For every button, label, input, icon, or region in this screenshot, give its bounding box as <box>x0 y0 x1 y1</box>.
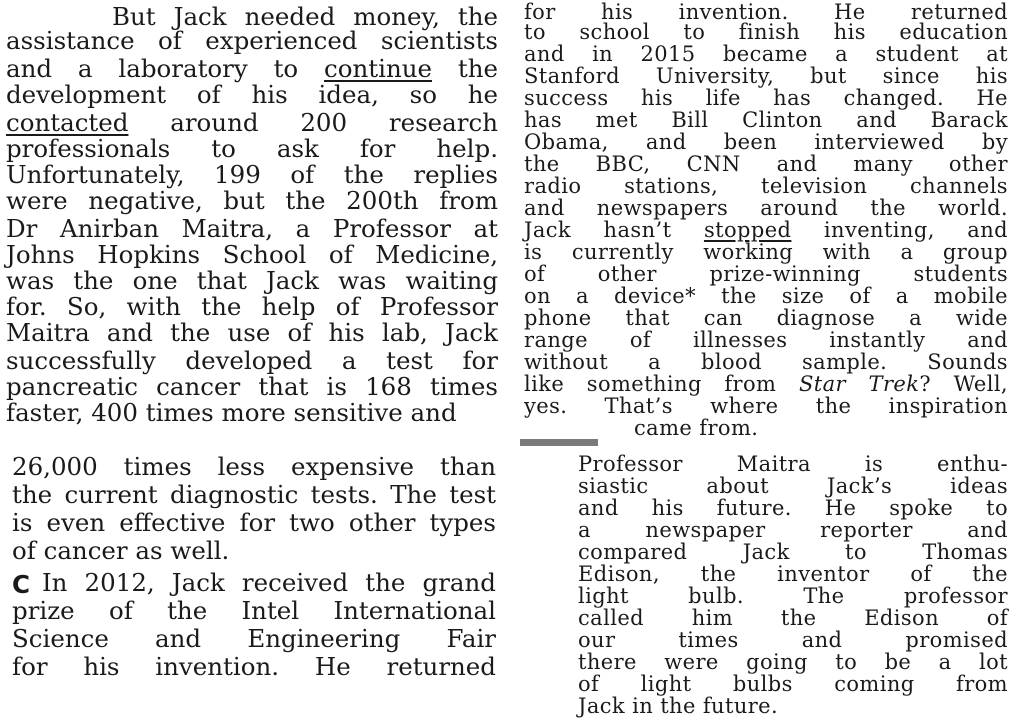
section-divider <box>520 439 598 446</box>
right-column-line: Obama, and been interviewed by <box>524 130 1008 154</box>
right-column-line: Stanford University, but since his <box>524 64 1008 88</box>
right-lower-line: a newspaper reporter and <box>578 518 1008 542</box>
right-lower-line: Edison, the inventor of the <box>578 562 1008 586</box>
right-column-line: range of illnesses instantly and <box>524 328 1008 352</box>
right-lower-line: there were going to be a lot <box>578 650 1008 674</box>
right-column-line: on a device* the size of a mobile <box>524 284 1008 308</box>
left-column-line: assistance of experienced scientists <box>6 26 498 55</box>
section-c-line: prize of the Intel International <box>12 596 496 625</box>
right-column-line: of other prize-winning students <box>524 262 1008 286</box>
left-lower-line: the current diagnostic tests. The test <box>12 480 496 509</box>
right-column-line: is currently working with a group <box>524 240 1008 264</box>
section-letter-c: C <box>12 570 30 599</box>
right-column-line: success his life has changed. He <box>524 86 1008 110</box>
left-lower-line: 26,000 times less expensive than <box>12 452 496 481</box>
right-column-line: Jack hasn’t stopped inventing, and <box>524 218 1008 242</box>
right-column-line: to school to finish his education <box>524 20 1008 44</box>
left-column-line: faster, 400 times more sensitive and <box>6 398 457 427</box>
underlined-word-continue: continue <box>324 54 433 83</box>
left-column-line: Maitra and the use of his lab, Jack <box>6 318 498 347</box>
left-column-line: were negative, but the 200th from <box>6 186 498 215</box>
right-column-line: and in 2015 became a student at <box>524 42 1008 66</box>
left-lower-line: of cancer as well. <box>12 536 230 565</box>
left-column-line: pancreatic cancer that is 168 times <box>6 372 498 401</box>
right-lower-line: and his future. He spoke to <box>578 496 1008 520</box>
left-column-line: was the one that Jack was waiting <box>6 266 498 295</box>
left-column-line: contacted around 200 research <box>6 108 498 137</box>
right-lower-line: called him the Edison of <box>578 606 1008 630</box>
left-lower-line: is even effective for two other types <box>12 508 496 537</box>
right-column-line: like something from Star Trek? Well, <box>524 372 1009 396</box>
right-lower-line: light bulb. The professor <box>578 584 1008 608</box>
left-column-line: development of his idea, so he <box>6 80 498 109</box>
right-lower-line: siastic about Jack’s ideas <box>578 474 1008 498</box>
underlined-word-stopped: stopped <box>703 218 792 242</box>
right-column-line: without a blood sample. Sounds <box>524 350 1008 374</box>
right-lower-line: our times and promised <box>578 628 1008 652</box>
left-column-line: Johns Hopkins School of Medicine, <box>6 240 498 269</box>
left-column-line: Unfortunately, 199 of the replies <box>6 160 498 189</box>
left-column-line: and a laboratory to continue the <box>6 54 498 83</box>
right-column-line: has met Bill Clinton and Barack <box>524 108 1008 132</box>
right-column-line: for his invention. He returned <box>524 0 1008 24</box>
left-column-line: for. So, with the help of Professor <box>6 292 498 321</box>
left-column-line: But Jack needed money, the <box>112 2 498 31</box>
left-column-line: professionals to ask for help. <box>6 134 498 163</box>
right-column-line: radio stations, television channels <box>524 174 1008 198</box>
right-lower-line: compared Jack to Thomas <box>578 540 1008 564</box>
section-c-line: for his invention. He returned <box>12 652 496 681</box>
left-column-line: successfully developed a test for <box>6 346 498 375</box>
right-column-line: and newspapers around the world. <box>524 196 1008 220</box>
right-column-line: phone that can diagnose a wide <box>524 306 1008 330</box>
right-lower-line: of light bulbs coming from <box>578 672 1008 696</box>
section-c-line: In 2012, Jack received the grand <box>42 568 496 597</box>
right-column-line: yes. That’s where the inspiration <box>524 394 1008 418</box>
right-column-line: the BBC, CNN and many other <box>524 152 1008 176</box>
italic-title-star-trek: Star Trek <box>798 372 920 396</box>
underlined-word-contacted: contacted <box>6 108 129 137</box>
right-lower-line: Jack in the future. <box>578 694 779 718</box>
left-column-line: Dr Anirban Maitra, a Professor at <box>6 214 498 243</box>
section-c-line: Science and Engineering Fair <box>12 624 496 653</box>
right-lower-line: Professor Maitra is enthu- <box>578 452 1008 476</box>
right-column-line: came from. <box>634 416 759 440</box>
